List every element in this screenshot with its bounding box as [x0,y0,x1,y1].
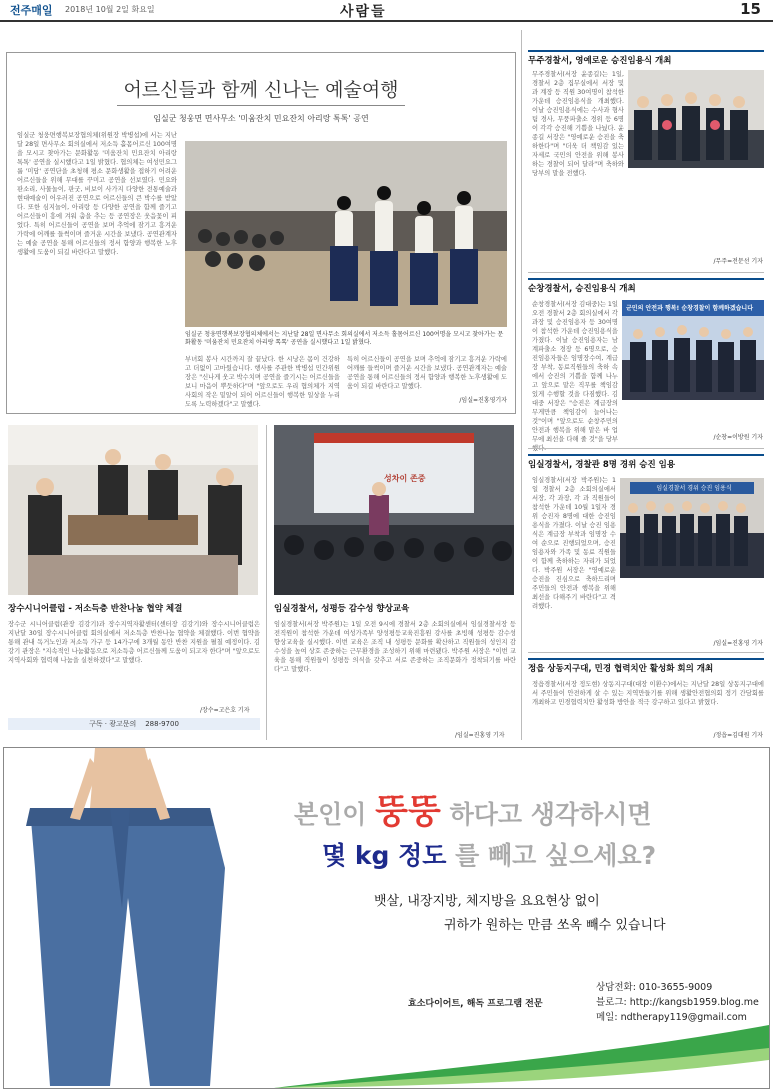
main-article-byline: /임실=진홍영기자 [459,397,507,404]
moju-article-body-cont [628,172,764,252]
sunchang-photo-svg [622,300,764,400]
ad-headline-line2 [322,836,656,872]
ad-headline-post: 하다고 생각하시면 [449,800,652,829]
seongpyeong-article-body: 임실경찰서(서장 박주원)는 1일 오전 9시에 경찰서 2층 소회의실에서 임실경찰서장 등 전직원이 참석한 가운데 여성가족부 양성평등교육진흥원 강사를 초빙해 성평등 감수성 향상교육을 실시했다. 이번 교육은 조직 내 성평등 문화를 확산하고 직원들의 성인지 감수성을 높여 상호 존중하는 근무환경을 조성하기 위해 마련됐다. 박주원 서장은 "이번 교육을 통해 직원들이 성평등 의식을 갖추고 서로 존중하는 조직문화가 정착되기를 바란다"고 말했다. [274,621,516,673]
imsil-article-body-cont [532,582,764,636]
ad-headline2-emph1: 몇 [322,841,347,870]
seongpyeong-photo-svg [274,425,514,595]
page-number: 15 [740,0,761,18]
jangsu-article-title: 장수시니어클럽 - 저소득층 반찬나눔 협약 체결 [8,604,183,614]
moju-photo-svg [628,70,764,168]
main-article-body-col3: 특히 어르신들이 공연을 보며 추억에 잠기고 흥겨운 가락에 어깨를 들썩이며 즐거운 시간을 보냈다. 공연관계자는 예술 공연을 통해 어르신들의 정서 함양과 행복한 노후생활에 도움이 되길 바란다고 말했다. [347,356,507,390]
main-article-title: 어르신들과 함께 신나는 예술여행 [123,79,399,101]
ad-company: 효소다이어트, 해독 프로그램 전문 [408,999,543,1009]
ad-headline-pre: 본인이 [294,800,367,829]
diet-advertisement [3,747,770,1089]
moju-title-bar [528,50,764,52]
jeongeup-article-title: 정읍 상동지구대, 민경 협력치안 활성화 회의 개최 [528,664,714,674]
jangsu-photo-svg [8,425,258,595]
sunchang-article-body: 순창경찰서(서장 김대중)는 1일 오전 경찰서 2층 회의실에서 각 과장 및 승진임용자 등 30여명이 참석한 가운데 승진임용식을 가졌다. 이날 승진임용자는 남계파출소 경장 등 6명으로, 승진임용자들은 임명장수여, 계급장 부착, 동료직원들의 축하 속에서 승진의 기쁨을 함께 나누고 앞으로 맡은 직무를 책임감 있게 수행할 것을 다짐했다. 김대중 서장은 "승진은 계급장의 무게만큼 책임감이 늘어나는 것"이며 "앞으로도 순창주민의 안전과 행복을 위해 맡은 바 업무에 최선을 다해 줄 것"을 당부 [532,301,618,443]
newspaper-name: 전주매일 [10,4,53,17]
sunchang-article-title: 순창경찰서, 승진임용식 개최 [528,284,636,294]
jeongeup-article-body: 정읍경찰서(서장 정도현) 상동지구대(대장 이환수)에서는 지난달 28일 상동지구대에서 주민들이 안전하게 살 수 있는 지역만들기를 위해 생활안전협의회 정기 간담회를 개최하고 민경협력치안 활성화 방안을 적극 강구하고 있다고 밝혔다. [532,681,764,706]
imsil-article-body: 임실경찰서(서장 박주원)는 1일 경찰서 2층 소회의실에서 서장, 각 과장, 각 과 직원들이 참석한 가운데 10월 1일자 경위 승진자 8명에 대한 승진임용식을 가졌다. 이날 승진 임용식은 계급장 부착과 임명장 수여 순으로 진행되었으며, 승진 임용자와 가족 및 동료 직원들이 함께 축하하는 자리가 되었다. 박주원 서장은 "영예로운 승진을 진심으로 축하드리며 주민들의 안전과 행복을 위해 최선을 다해주기 바란다"고 격려했다. [532,477,616,610]
main-article-subtitle: 임실군 청웅면 면사무소 '미움잔치 민요잔치 아리랑 톡톡' 공연 [153,114,369,123]
sunchang-byline: /순창=이방원 기자 [713,434,763,441]
jangsu-byline: /장수=고은호 기자 [200,707,250,714]
moju-article-body: 무주경찰서(서장 윤종길)는 1일, 경찰서 2층 집무실에서 서장 및 과 계장 등 직원 30여명이 참석한 가운데 승진임용식을 개최했다. 이날 승진임용식에는 수사과 형사팀 경사, 무풍파출소 경위 등 6명이 각각 승진해 기쁨을 나눴다. 윤종길 서장은 "영예로운 승진을 축하한다"며 "더욱 더 책임감 있는 자세로 국민의 안전을 위해 봉사하는 경찰이 되어 달라"며 축하와 당부의 말을 전했다. [532,71,624,177]
jangsu-article-body: 장수군 시니어클럽(관장 김강기)과 장수지역자활센터(센터장 김강기)와 장수시니어클럽은 지난달 30일 장수시니어클럽 회의실에서 저소득층 반찬나눔 협약을 체결했다. 이번 협약을 통해 관내 독거노인과 저소득 가구 등 14가구에 3개월 동안 반찬 지원을 펼칠 예정이다. 김강기 관장은 "지속적인 나눔활동으로 저소득층 어르신들께 도움이 되고자 한다"며 "앞으로도 지역사회와 협력해 나눔을 실천하겠다"고 말했다. [8,621,260,664]
subscription-info-bar [8,718,260,730]
moju-article-title: 무주경찰서, 영예로운 승진임용식 개최 [528,56,672,66]
section-title: 사람들 [340,4,387,20]
ad-contact-block [596,980,759,1025]
performance-photo [185,141,507,327]
main-body-text-1: 임실군 청웅면행복보장협의체(위원장 박병섭)에 서는 지난달 28일 면사무소 회의실에서 저소득 홀몸어르신 100여명을 모시고 찾아가는 문화활동 '미움잔치 민요잔치 아리랑 톡톡' 공연을 실시했다고 1일 밝혔다. 협의체는 여성민요그룹 '미담' 공연단을 초청해 평소 문화생활을 접하기 어려운 어르신들을 위해 무대를 꾸미고 공연을 선보였다. 민요와 판소리, 사물놀이, 판굿, 비보이 사가지 다양한 전통예술과 현대예술이 어우러진 공연으로 어르신들의 큰 박수를 받았다. 또한 심지놀이, 아리랑 등 다양한 공연을 함께 즐기고 어르신들이 흥에 겨워 춤을 추는 등 공연장은 웃음꽃이 피었다. [17,132,177,229]
jangsu-photo [8,425,258,595]
ad-green-swoosh [274,1020,769,1088]
moju-photo [628,70,764,168]
divider [528,448,764,449]
ad-email: 메일: ndtherapy119@gmail.com [596,1012,747,1023]
issue-date: 2018년 10월 2일 화요일 [65,5,155,14]
ad-phone: 상담전화: 010-3655-9009 [596,982,713,993]
ad-headline-line1 [294,784,652,833]
sunchang-photo [622,300,764,400]
seongpyeong-article-title: 임실경찰서, 성평등 감수성 향상교육 [274,604,410,614]
moju-byline: /무주=전문선 기자 [713,258,763,265]
imsil-photo [620,478,764,578]
sunchang-article-body-cont [532,404,764,430]
ad-subline-2: 귀하가 원하는 만큼 쏘옥 빼수 있습니다 [444,918,666,933]
diet-model-image [10,748,240,1086]
jeongeup-byline: /정읍=김대원 기자 [713,732,763,739]
main-article-box [6,52,516,414]
jeongeup-title-bar [528,658,764,660]
sunchang-photo-banner: 군민의 안전과 행복! 순창경찰이 함께하겠습니다 [626,305,754,312]
subscription-label: 구독 · 광고문의 [89,720,137,728]
ad-subline-1: 뱃살, 내장지방, 체지방을 요요현상 없이 [374,894,600,909]
ad-headline2-post: 를 빼고 싶으세요? [455,841,657,870]
header-rule [0,20,773,22]
column-divider [521,30,522,740]
imsil-photo-svg [620,478,764,578]
seongpyeong-photo [274,425,514,595]
imsil-byline: /임실=진홍영 기자 [713,640,763,647]
seongpyeong-photo-banner: 성차이 존중 [384,474,426,483]
title-rule [117,105,405,106]
ad-headline2-emph2: kg 정도 [354,841,447,870]
main-article-body-col2: 부녀회 봉사 시간까지 잘 끝났다. 한 시낭은 몸이 건강하고 더없이 고마웠습니다. 행사를 주관한 박병섭 민간위원장은 "신나게 웃고 박수치며 공연을 즐기시는 어르신들을 보니 마음이 뿌듯하다"며 "앞으로도 우리 협의체가 지역사회의 작은 밑알이 되어 어르신들이 행복한 일상을 누리도록 노력하겠다"고 말했다. [185,356,340,408]
performance-photo-svg [185,141,507,327]
divider [528,652,764,653]
sunchang-title-bar [528,278,764,280]
imsil-photo-banner: 임실경찰서 경위 승진 임용식 [656,485,732,492]
divider [528,272,764,273]
column-divider [266,425,267,740]
main-article-body-col1 [17,131,177,407]
seongpyeong-byline: /임실=진홍영 기자 [455,732,505,739]
page-header [0,0,773,22]
subscription-phone: 288-9700 [145,720,179,728]
main-body-text-2: 특히 어르신들이 공연을 보며 추억에 잠기고 흥겨운 가락에 어깨를 들썩이며 즐거운 시간을 보냈다. 공연관계자는 예술 공연을 통해 어르신들의 정서 함양과 행복한 노후생활에 도움이 되길 바란다고 말했다. [17,222,177,256]
main-photo-caption: 임실군 청웅면행복보장협의체에서는 지난달 28일 면사무소 회의실에서 저소득 홀몸어르신 100여명을 모시고 찾아가는 문화활동 '미움잔치 민요잔치 아리랑 톡톡' 공연을 실시했다고 1일 밝혔다. [185,331,504,346]
ad-blog: 블로그: http://kangsb1959.blog.me [596,997,759,1008]
ad-headline-emphasis: 뚱뚱 [375,792,441,832]
imsil-title-bar [528,454,764,456]
imsil-article-title: 임실경찰서, 경찰관 8명 경위 승진 임용 [528,460,676,470]
